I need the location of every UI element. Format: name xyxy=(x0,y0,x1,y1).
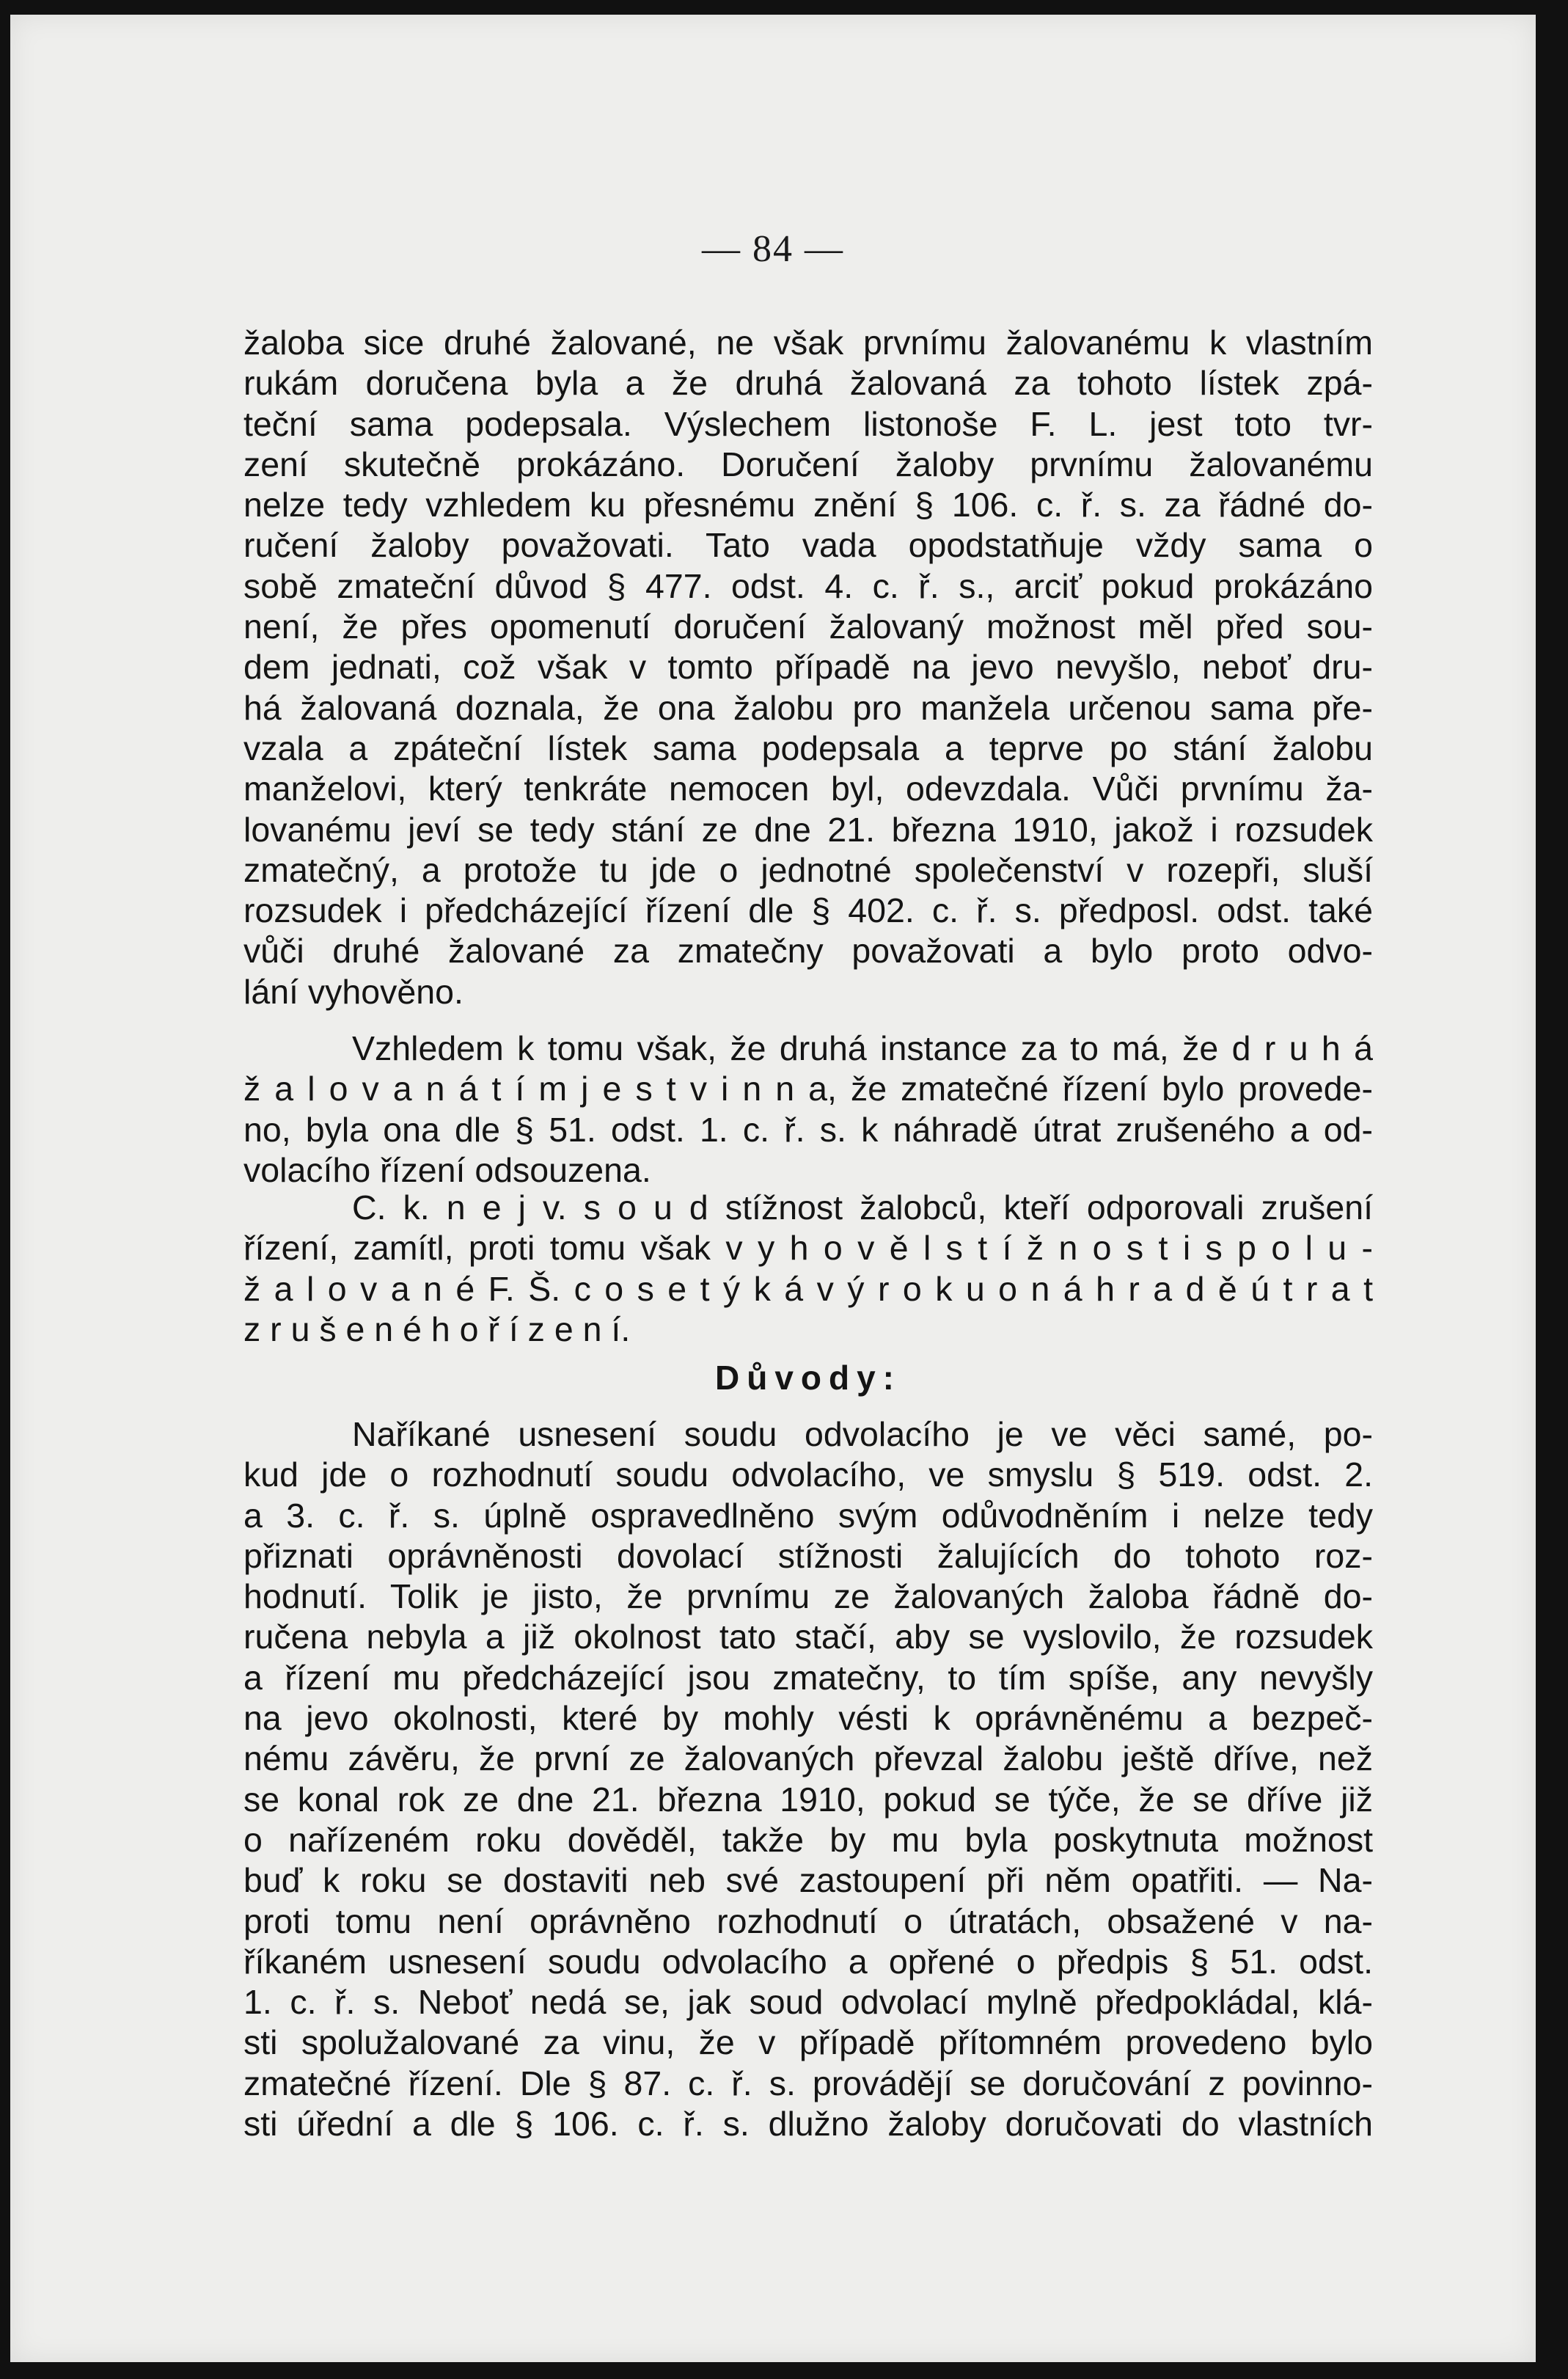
text-line: hodnutí. Tolik je jisto, že prvnímu ze žalovaných žaloba řádně do- xyxy=(243,1577,1373,1616)
text-line: C. k. n e j v. s o u d stížnost žalobců, kteří odporovali zrušení xyxy=(352,1188,1373,1227)
text-line: rozsudek i předcházející řízení dle § 402. c. ř. s. předposl. odst. také xyxy=(243,891,1373,930)
text-line: přiznati oprávněnosti dovolací stížnosti žalujících do tohoto roz- xyxy=(243,1536,1373,1575)
text-line: ručena nebyla a již okolnost tato stačí, aby se vyslovilo, že rozsudek xyxy=(243,1618,1373,1656)
text-line: kud jde o rozhodnutí soudu odvolacího, ve smyslu § 519. odst. 2. xyxy=(243,1455,1373,1494)
text-line: ž a l o v a n á t í m j e s t v i n n a, že zmatečné řízení bylo provede- xyxy=(243,1070,1373,1108)
page-number: — 84 — xyxy=(702,228,844,270)
text-line: Naříkané usnesení soudu odvolacího je ve věci samé, po- xyxy=(352,1415,1373,1453)
text-line: 1. c. ř. s. Neboť nedá se, jak soud odvolací mylně předpokládal, klá- xyxy=(243,1983,1373,2022)
paragraph-4 xyxy=(243,1414,1373,2144)
text-line: sti úřední a dle § 106. c. ř. s. dlužno žaloby doručovati do vlastních xyxy=(243,2105,1373,2144)
text-line: a 3. c. ř. s. úplně ospravedlněno svým odůvodněním i nelze tedy xyxy=(243,1496,1373,1535)
text-line: proti tomu není oprávněno rozhodnutí o útratách, obsažené v na- xyxy=(243,1901,1373,1940)
document-page xyxy=(10,15,1536,2362)
text-line: vůči druhé žalované za zmatečny považovati a bylo proto odvo- xyxy=(243,932,1373,971)
text-line: a řízení mu předcházející jsou zmatečny, to tím spíše, any nevyšly xyxy=(243,1658,1373,1697)
text-line: manželovi, který tenkráte nemocen byl, odevzdala. Vůči prvnímu ža- xyxy=(243,770,1373,808)
text-line: z r u š e n é h o ř í z e n í. xyxy=(243,1309,631,1348)
text-line: vzala a zpáteční lístek sama podepsala a teprve po stání žalobu xyxy=(243,728,1373,767)
text-line: ž a l o v a n é F. Š. c o s e t ý k á v ý r o k u o n á h r a d ě ú t r a t xyxy=(243,1269,1373,1308)
text-line: buď k roku se dostaviti neb své zastoupení při něm opatřiti. — Na- xyxy=(243,1861,1373,1900)
section-heading-block xyxy=(243,1358,1373,1398)
text-line: há žalovaná doznala, že ona žalobu pro manžela určenou sama pře- xyxy=(243,688,1373,727)
text-line: nelze tedy vzhledem ku přesnému znění § 106. c. ř. s. za řádné do- xyxy=(243,486,1373,525)
text-line: se konal rok ze dne 21. března 1910, pokud se týče, že se dříve již xyxy=(243,1780,1373,1819)
text-line: o nařízeném roku dověděl, takže by mu byla poskytnuta možnost xyxy=(243,1820,1373,1859)
text-line: nému závěru, že první ze žalovaných převzal žalobu ještě dříve, než xyxy=(243,1739,1373,1778)
section-heading: Důvody: xyxy=(715,1359,901,1397)
text-line: ručení žaloby považovati. Tato vada opodstatňuje vždy sama o xyxy=(243,526,1373,565)
text-line: volacího řízení odsouzena. xyxy=(243,1150,651,1189)
text-line: říkaném usnesení soudu odvolacího a opřené o předpis § 51. odst. xyxy=(243,1942,1373,1981)
text-line: není, že přes opomenutí doručení žalovaný možnost měl před sou- xyxy=(243,607,1373,646)
text-line: na jevo okolnosti, které by mohly vésti k oprávněnému a bezpeč- xyxy=(243,1699,1373,1738)
text-line: Vzhledem k tomu však, že druhá instance za to má, že d r u h á xyxy=(352,1029,1373,1067)
text-line: lovanému jeví se tedy stání ze dne 21. března 1910, jakož i rozsudek xyxy=(243,810,1373,849)
text-line: rukám doručena byla a že druhá žalovaná za tohoto lístek zpá- xyxy=(243,364,1373,403)
text-line: zení skutečně prokázáno. Doručení žaloby prvnímu žalovanému xyxy=(243,445,1373,483)
text-line: řízení, zamítl, proti tomu však v y h o v ě l s t í ž n o s t i s p o l u - xyxy=(243,1229,1373,1268)
text-line: sobě zmateční důvod § 477. odst. 4. c. ř. s., arciť pokud prokázáno xyxy=(243,566,1373,605)
text-line: teční sama podepsala. Výslechem listonoše F. L. jest toto tvr- xyxy=(243,404,1373,443)
text-line: lání vyhověno. xyxy=(243,972,464,1011)
paragraph-2 xyxy=(243,1028,1373,1191)
text-line: no, byla ona dle § 51. odst. 1. c. ř. s. k náhradě útrat zrušeného a od- xyxy=(243,1110,1373,1149)
text-line: dem jednati, což však v tomto případě na jevo nevyšlo, neboť dru- xyxy=(243,648,1373,687)
paragraph-3 xyxy=(243,1188,1373,1350)
paragraph-1 xyxy=(243,323,1373,1012)
text-line: sti spolužalované za vinu, že v případě přítomném provedeno bylo xyxy=(243,2023,1373,2062)
text-line: žaloba sice druhé žalované, ne však prvnímu žalovanému k vlastním xyxy=(243,324,1373,362)
text-line: zmatečné řízení. Dle § 87. c. ř. s. provádějí se doručování z povinno- xyxy=(243,2064,1373,2102)
text-line: zmatečný, a protože tu jde o jednotné společenství v rozepři, sluší xyxy=(243,850,1373,889)
